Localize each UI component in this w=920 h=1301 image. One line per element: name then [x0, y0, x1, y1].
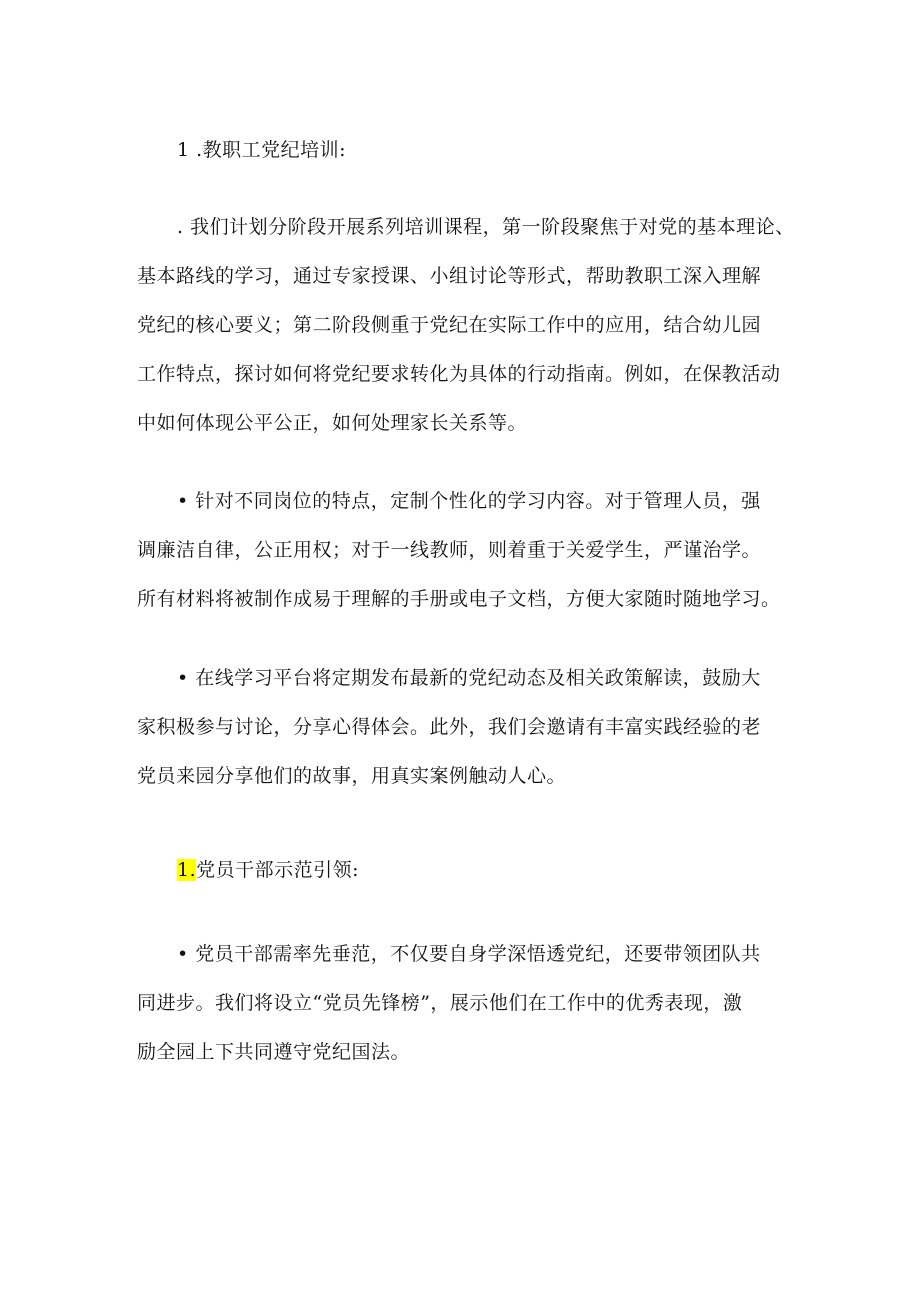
section-heading-leadership — [177, 858, 359, 882]
section-heading-staff-training: 1 .教职工党纪培训: — [177, 139, 347, 161]
paragraph-line: 党纪的核心要义；第二阶段侧重于党纪在实际工作中的应用，结合幼儿园 — [137, 314, 762, 336]
bullet-line: • 针对不同岗位的特点，定制个性化的学习内容。对于管理人员，强 — [177, 490, 761, 512]
paragraph-line: 党员来园分享他们的故事，用真实案例触动人心。 — [137, 765, 567, 787]
paragraph-line: 励全园上下共同遵守党纪国法。 — [137, 1041, 411, 1063]
paragraph-line: 家积极参与讨论，分享心得体会。此外，我们会邀请有丰富实践经验的老 — [137, 716, 762, 738]
bullet-line: • 在线学习平台将定期发布最新的党纪动态及相关政策解读，鼓励大 — [177, 667, 761, 689]
paragraph-line: 中如何体现公平公正，如何处理家长关系等。 — [137, 412, 528, 434]
paragraph-line: . 我们计划分阶段开展系列培训课程，第一阶段聚焦于对党的基本理论、 — [177, 216, 795, 238]
paragraph-line: 所有材料将被制作成易于理解的手册或电子文档，方便大家随时随地学习。 — [137, 588, 781, 610]
paragraph-line: 同进步。我们将设立“党员先锋榜”，展示他们在工作中的优秀表现，激 — [137, 992, 743, 1014]
bullet-line: • 党员干部需率先垂范，不仅要自身学深悟透党纪，还要带领团队共 — [177, 943, 761, 965]
highlighted-number: 1. — [177, 859, 197, 881]
paragraph-line: 调廉洁自律，公正用权；对于一线教师，则着重于关爱学生，严谨治学。 — [137, 539, 762, 561]
paragraph-line: 基本路线的学习，通过专家授课、小组讨论等形式，帮助教职工深入理解 — [137, 265, 762, 287]
heading-text: 党员干部示范引领: — [196, 859, 360, 881]
paragraph-line: 工作特点，探讨如何将党纪要求转化为具体的行动指南。例如，在保教活动 — [137, 363, 781, 385]
